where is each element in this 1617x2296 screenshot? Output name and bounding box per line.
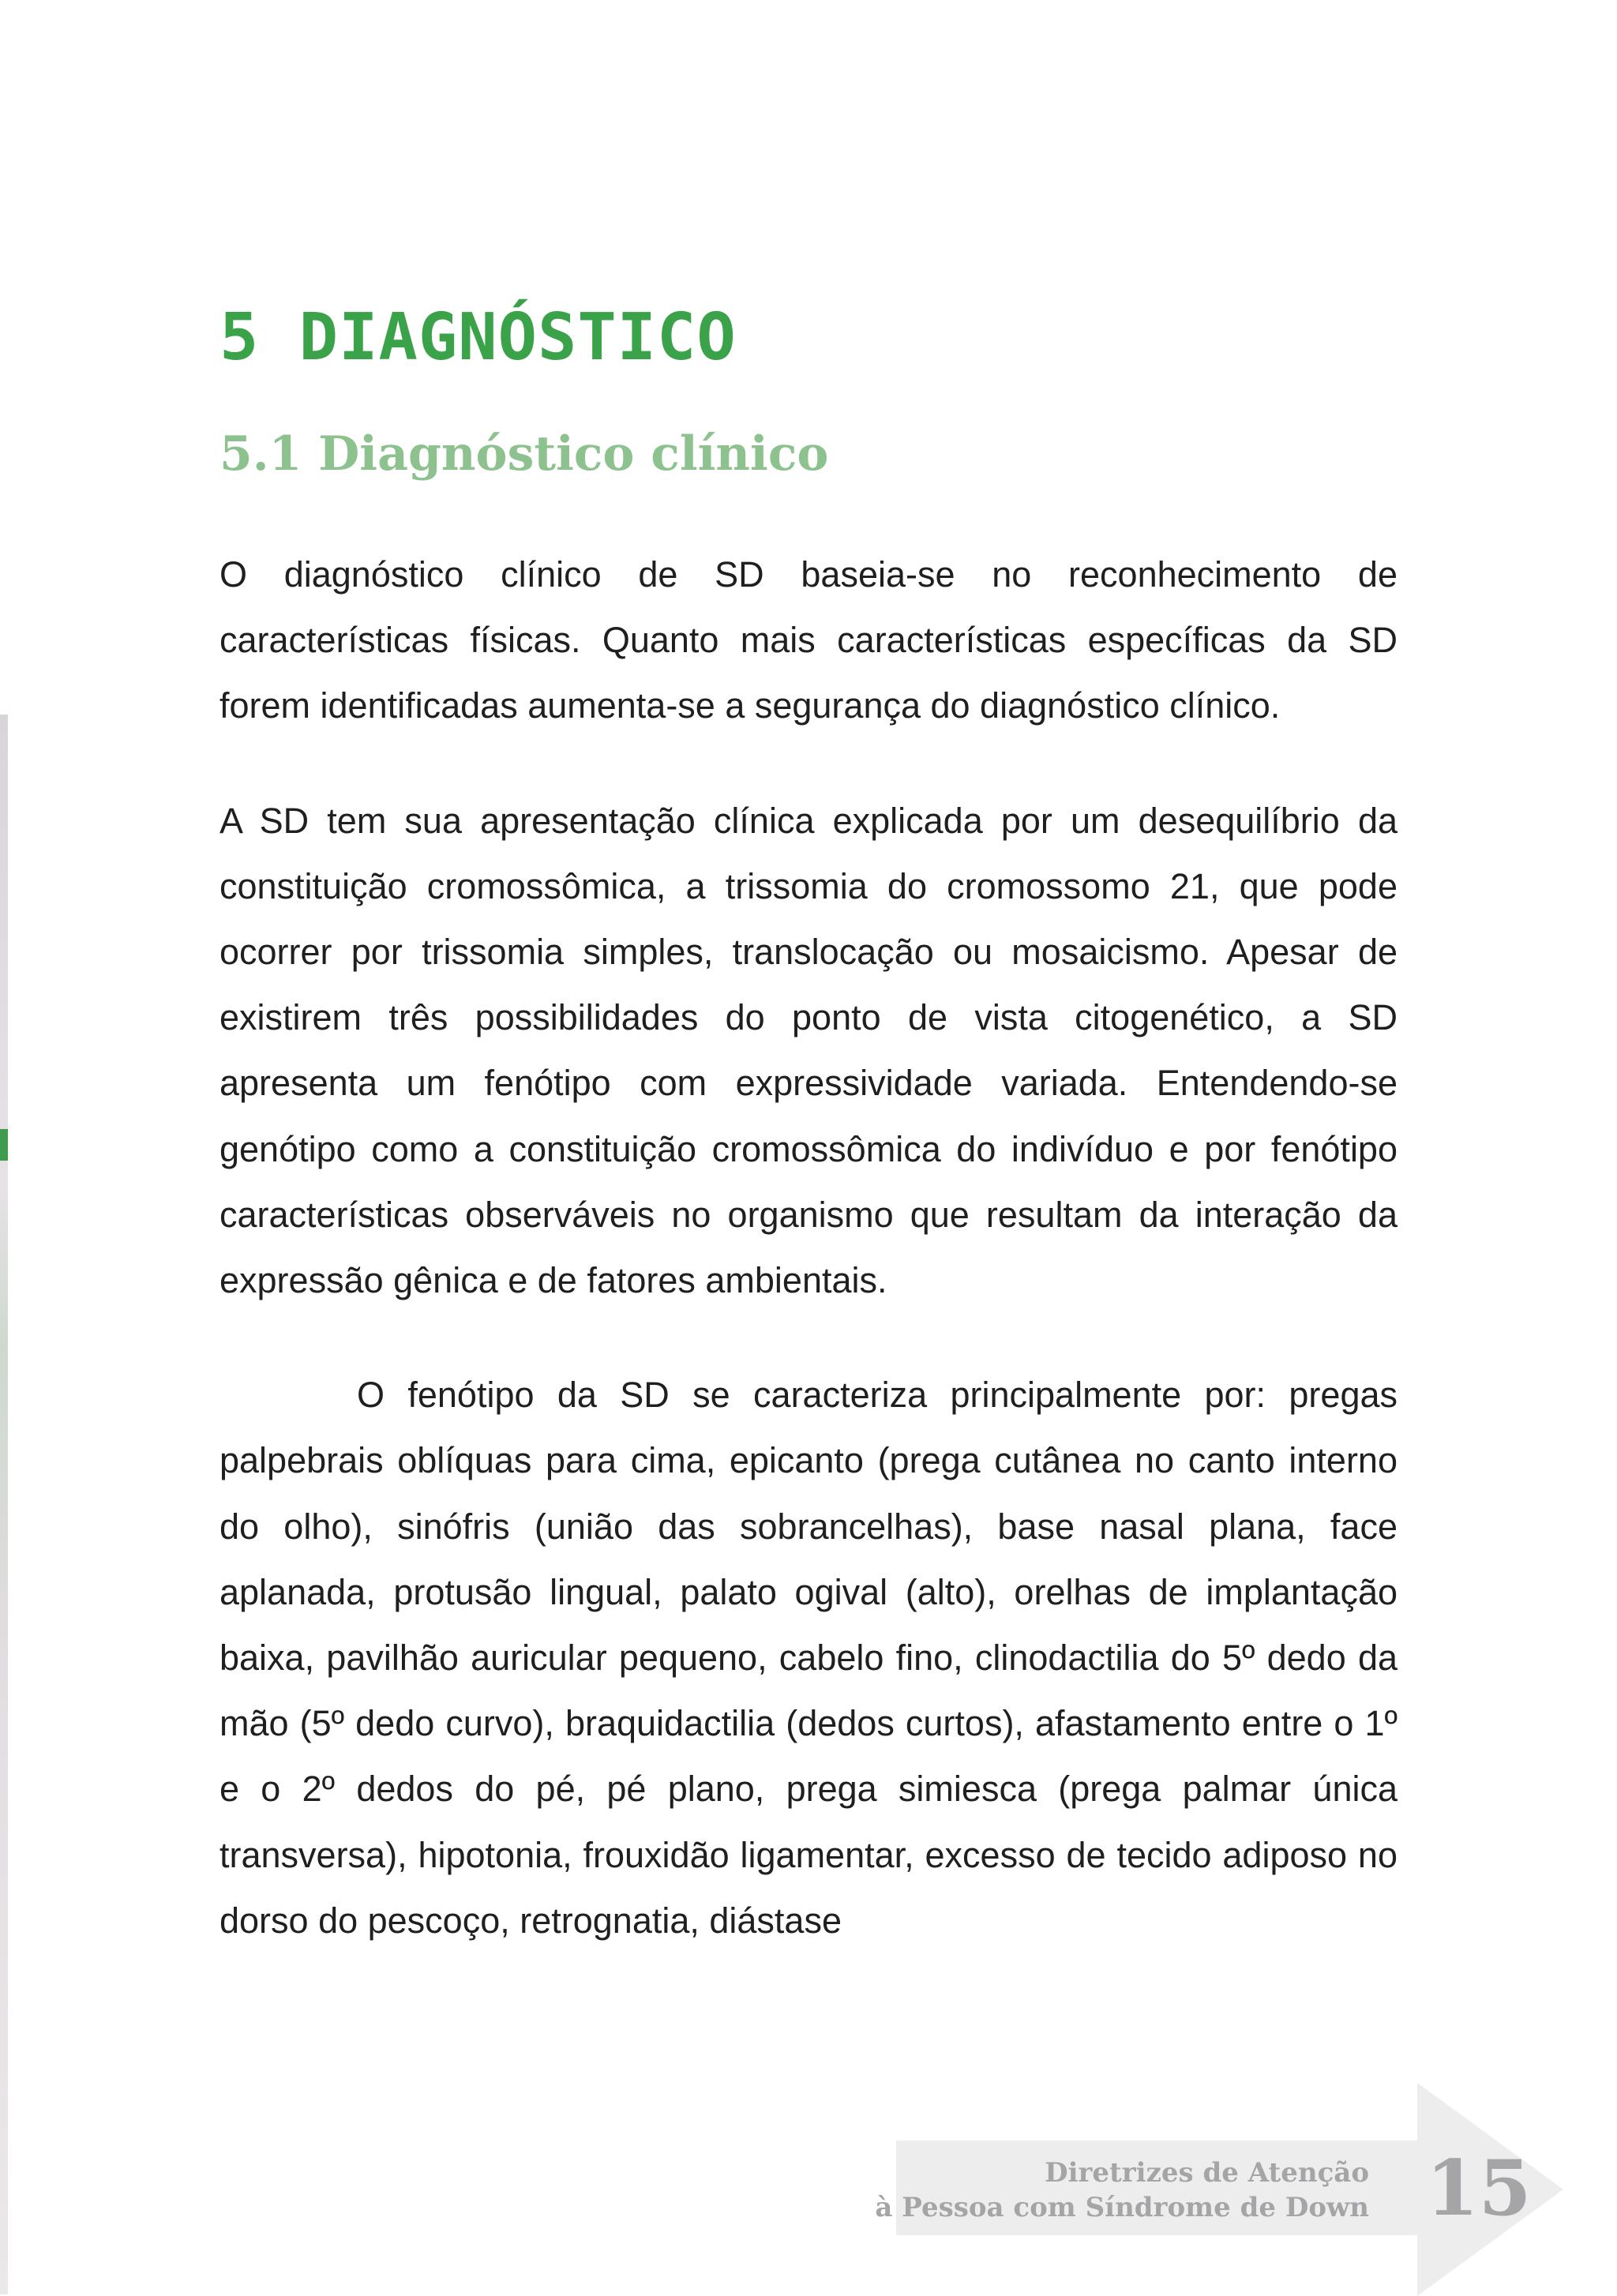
chapter-title: 5 DIAGNÓSTICO [219, 300, 737, 375]
body-text [219, 542, 1398, 2002]
paragraph-2: A SD tem sua apresentação clínica explicada por um desequilíbrio da constituição cromossômica, a trissomia do cromossomo 21, que pode ocorrer por trissomia simples, translocação ou mosaicismo. Apesar de existirem três possibilidades do ponto de vista citogenético, a SD apresenta um fenótipo com expressividade variada. Entendendo-se genótipo como a constituição cromossômica do indivíduo e por fenótipo características observáveis no organismo que resultam da interação da expressão gênica e de fatores ambientais. [219, 800, 1398, 1301]
paragraph-3: O fenótipo da SD se caracteriza principalmente por: pregas palpebrais oblíquas para cima, epicanto (prega cutânea no canto interno do olho), sinófris (união das sobrancelhas), base nasal plana, face aplanada, protusão lingual, palato ogival (alto), orelhas de implantação baixa, pavilhão auricular pequeno, cabelo fino, clinodactilia do 5º dedo da mão (5º dedo curvo), braquidactilia (dedos curtos), afastamento entre o 1º e o 2º dedos do pé, pé plano, prega simiesca (prega palmar única transversa), hipotonia, frouxidão ligamentar, excesso de tecido adiposo no dorso do pescoço, retrognatia, diástase [219, 1375, 1398, 1941]
page-edge-strip [0, 715, 8, 2294]
section-title: 5.1 Diagnóstico clínico [219, 426, 829, 482]
page-edge-accent [0, 1129, 8, 1161]
page-number: 15 [1426, 2144, 1532, 2233]
paragraph-1: O diagnóstico clínico de SD baseia-se no reconhecimento de características físicas. Quanto mais características específicas da SD forem identificadas aumenta-se a segurança do diagnóstico clínico. [219, 554, 1398, 726]
footer-title-line-1: Diretrizes de Atenção [1045, 2157, 1369, 2189]
footer-title-line-2: à Pessoa com Síndrome de Down [875, 2192, 1369, 2223]
footer-publication-title [875, 2155, 1369, 2225]
